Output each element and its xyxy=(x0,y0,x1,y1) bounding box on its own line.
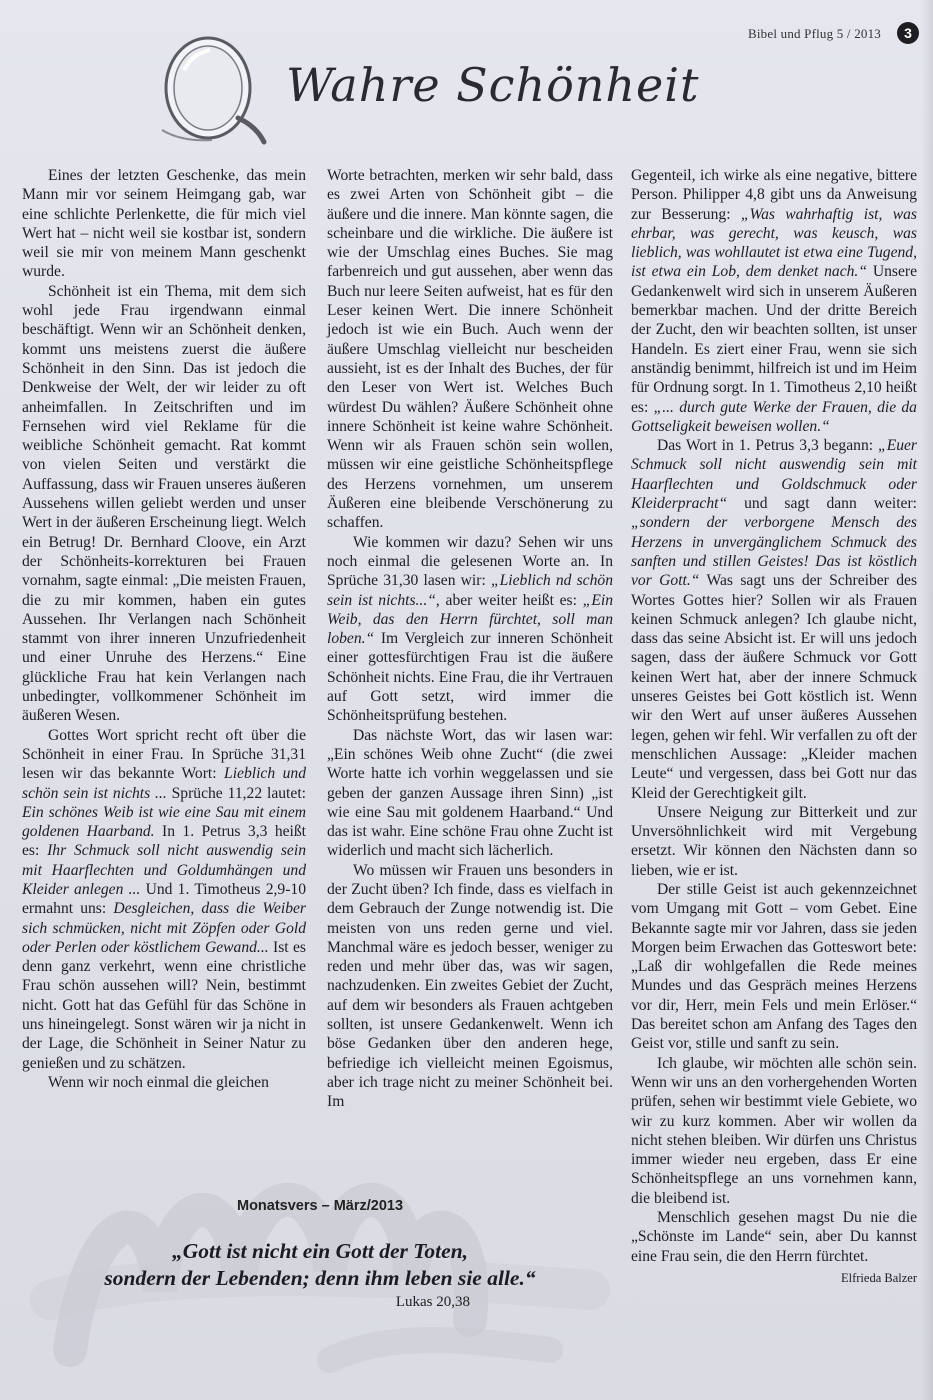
paragraph: Gegenteil, ich wirke als eine negative, bittere Person. Philipper 4,8 gibt uns da Anweisung zur Besserung: „Was wahrhaftig ist, was ehrbar, was gerecht, was keusch, was lieblich, was wohllautet ist etwa eine Tugend, ist etwa ein Lob, dem denket nach.“ Unsere Gedankenwelt wird sich in unserem Äußeren bemerkbar machen. Und der dritte Bereich der Zucht, den wir beachten sollten, ist unser Handeln. Es ziert einer Frau, wenn sie sich anständig benimmt, hilfreich ist und im Heim für Ordnung sorgt. In 1. Timotheus 2,10 heißt es: „... durch gute Werke der Frauen, die da Gottseligkeit beweisen wollen.“ xyxy=(631,167,918,435)
paragraph: Worte betrachten, merken wir sehr bald, dass es zwei Arten von Schönheit gibt – die äußere und die innere. Man könnte sagen, die scheinbare und die wirkliche. Die äußere ist wie der Umschlag eines Buches. Sie mag farbenreich und gut aussehen, aber wenn das Buch nur leere Seiten aufweist, hat es für den Leser keinen Wert. Die innere Schönheit jedoch ist wie ein Buch. Auch wenn der äußere Umschlag vielleicht nur bescheiden aussieht, ist es der Inhalt des Buches, der für den Leser von Wert ist. Welches Buch würdest Du wählen? Äußere Schönheit ohne innere Schönheit ist keine wahre Schönheit. Wenn wir als Frauen schön sein wollen, müssen wir eine geistliche Schönheitspflege des Herzens vornehmen, um unserem Äußeren eine bleibende Verschönerung zu schaffen. xyxy=(327,167,613,532)
paragraph: Unsere Neigung zur Bitterkeit und zur Unversöhnlichkeit wird mit Vergebung ersetzt. Wir können den Nächsten dann so lieben, wie er ist. xyxy=(631,803,917,879)
text-column-2 xyxy=(327,166,613,1112)
author-signature: Elfrieda Balzer xyxy=(841,1270,917,1285)
verse-reference: Lukas 20,38 xyxy=(395,1294,470,1310)
paragraph: Eines der letzten Geschenke, das mein Mann mir vor seinem Heimgang gab, war eine schlichte Perlenkette, die für mich viel Wert hat – nicht weil sie kostbar ist, sondern weil sie mir von meinem Mann geschenkt wurde. xyxy=(22,167,306,281)
paragraph: Der stille Geist ist auch gekennzeichnet vom Umgang mit Gott – vom Gebet. Eine Bekannte sagte mir vor Jahren, dass sie jeden Morgen beim Erwachen das Gotteswort bete: „Laß dir wohlgefallen die Rede meines Mundes und das Gespräch meines Herzens vor dir, Herr, mein Fels und mein Erlöser.“ Das bereitet schon am Anfang des Tages den Geist vor, stille und sanft zu sein. xyxy=(631,880,917,1053)
text-column-1 xyxy=(22,166,306,1092)
article-title: Wahre Schönheit xyxy=(286,58,700,112)
paragraph: Wenn wir noch einmal die gleichen xyxy=(48,1073,269,1091)
monatsvers-heading: Monatsvers – März/2013 xyxy=(236,1198,404,1214)
paragraph: Menschlich gesehen magst Du nie die „Schönste im Lande“ sein, aber Du kannst eine Frau sein, die den Herrn fürchtet. Elfrieda Balzer xyxy=(631,1208,917,1266)
paragraph: Schönheit ist ein Thema, mit dem sich wohl jede Frau irgendwann einmal beschäftigt. Wenn wir an Schönheit denken, kommt uns meistens zuerst die äußere Schönheit in den Sinn. Das ist jedoch die Denkweise der Welt, der wir leider zu oft anheimfallen. In Zeitschriften und im Fernsehen wird viel Reklame für die weibliche Schönheit gemacht. Rat kommt von vielen Seiten und verstärkt die Auffassung, dass wir Frauen unseres äußeren Aussehens willen geliebt werden und unser Wert in der äußeren Erscheinung liegt. Welch ein Betrug! Dr. Bernhard Cloove, ein Arzt der Schönheits-korrekturen bei Frauen vornahm, sagte einmal: „Die meisten Frauen, die zu mir kommen, haben ein gutes Aussehen. Ihr Verlangen nach Schönheit stammt von ihrer inneren Unzufriedenheit und einer Unruhe des Herzens.“ Eine glückliche Frau hat kein Verlangen nach unbedingter, vollkommener Schönheit im äußeren Wesen. xyxy=(22,282,306,725)
publication-info: Bibel und Pflug 5 / 2013 xyxy=(748,26,881,41)
hand-mirror-icon xyxy=(152,30,278,148)
paragraph: Das nächste Wort, das wir lasen war: „Ein schönes Weib ohne Zucht“ (die zwei Worte hatte ich vorhin weggelassen und sie geben der ganzen Aussage ihren Sinn) „ist wie eine Sau mit goldenem Haarband.“ Und das ist wahr. Eine schöne Frau ohne Zucht ist widerlich und macht sich lächerlich. xyxy=(327,726,613,860)
page-number-badge: 3 xyxy=(897,22,919,44)
paragraph: Das Wort in 1. Petrus 3,3 begann: „Euer Schmuck soll nicht auswendig sein mit Haarflechten und Goldschmuck oder Kleiderpracht“ und sagt dann weiter: „sondern der verborgene Mensch des Herzens in unvergänglichem Schmuck des sanften und stillen Geistes! Das ist köstlich vor Gott.“ Was sagt uns der Schreiber des Wortes Gottes hier? Sollen wir als Frauen keinen Schmuck anlegen? Ich glaube nicht, dass das seine Absicht ist. Er will uns jedoch sagen, dass der äußere Schmuck vor Gott keinen Wert hat, aber der innere Schmuck unseres Geistes bei Gott köstlich ist. Wenn wir den Wert auf unser äußeres Aussehen legen, gehen wir fehl. Wir verfallen zu oft der menschlichen Aussage: „Kleider machen Leute“ und vergessen, dass bei Gott nur das Kleid der Gerechtigkeit gilt. xyxy=(631,437,918,802)
paragraph: Ich glaube, wir möchten alle schön sein. Wenn wir uns an den vorhergehenden Worten prüfen, sehen wir bestimmt viele Gebiete, wo wir zu kurz kommen. Aber wir wollen da nicht stehen bleiben. Wir dürfen uns Christus immer wieder neu ergeben, dass Er eine Schönheitspflege an uns vornehmen kann, die bleibend ist. xyxy=(631,1054,917,1207)
bible-verse-quote: „Gott ist nicht ein Gott der Toten, sondern der Lebenden; denn ihm leben sie alle.“ xyxy=(104,1239,536,1290)
page-edge-shadow xyxy=(921,0,933,1400)
paragraph: Wo müssen wir Frauen uns besonders in der Zucht üben? Ich finde, dass es vielfach in dem Gebrauch der Zunge notwendig ist. Die meisten von uns reden gerne und viel. Manchmal wäre es jedoch besser, weniger zu reden und mehr über das, was wir sagen, nachzudenken. Ein zweites Gebiet der Zucht, auf dem wir besonders als Frauen achtgeben sollten, ist unsere Gedankenwelt. Wenn ich böse Gedanken über den anderen hege, befriedige ich vielleicht meinen Egoismus, aber ich trage nicht zu meiner Schönheit bei. Im xyxy=(327,861,613,1111)
monatsvers-box xyxy=(30,1150,610,1380)
paragraph: Gottes Wort spricht recht oft über die Schönheit in einer Frau. In Sprüche 31,31 lesen wir das bekannte Wort: Lieblich und schön sein ist nichts ... Sprüche 11,22 lautet: Ein schönes Weib ist wie eine Sau mit einem goldenen Haarband. In 1. Petrus 3,3 heißt es: Ihr Schmuck soll nicht auswendig sein mit Haarflechten und Goldumhängen und Kleider anlegen ... Und 1. Timotheus 2,9-10 ermahnt uns: Desgleichen, dass die Weiber sich schmücken, nicht mit Zöpfen oder Gold oder Perlen oder köstlichem Gewand... Ist es denn ganz verkehrt, wenn eine christliche Frau schön aussehen will? Nein, bestimmt nicht. Gott hat das Gefühl für das Schöne in uns hineingelegt. Sonst wären wir ja nicht in der Lage, die Schönheit in Seiner Natur zu genießen und zu schätzen. xyxy=(22,726,306,1072)
text-column-3 xyxy=(631,166,917,1288)
paragraph: Wie kommen wir dazu? Sehen wir uns noch einmal die gelesenen Worte an. In Sprüche 31,30 lasen wir: „Lieblich nd schön sein ist nichts...“, aber weiter heißt es: „Ein Weib, das den Herrn fürchtet, soll man loben.“ Im Vergleich zur inneren Schönheit einer gottesfürchtigen Frau ist die äußere Schönheit nichts. Eine Frau, die ihr Vertrauen auf Gott setzt, wird immer die Schönheitsprüfung bestehen. xyxy=(327,533,614,725)
